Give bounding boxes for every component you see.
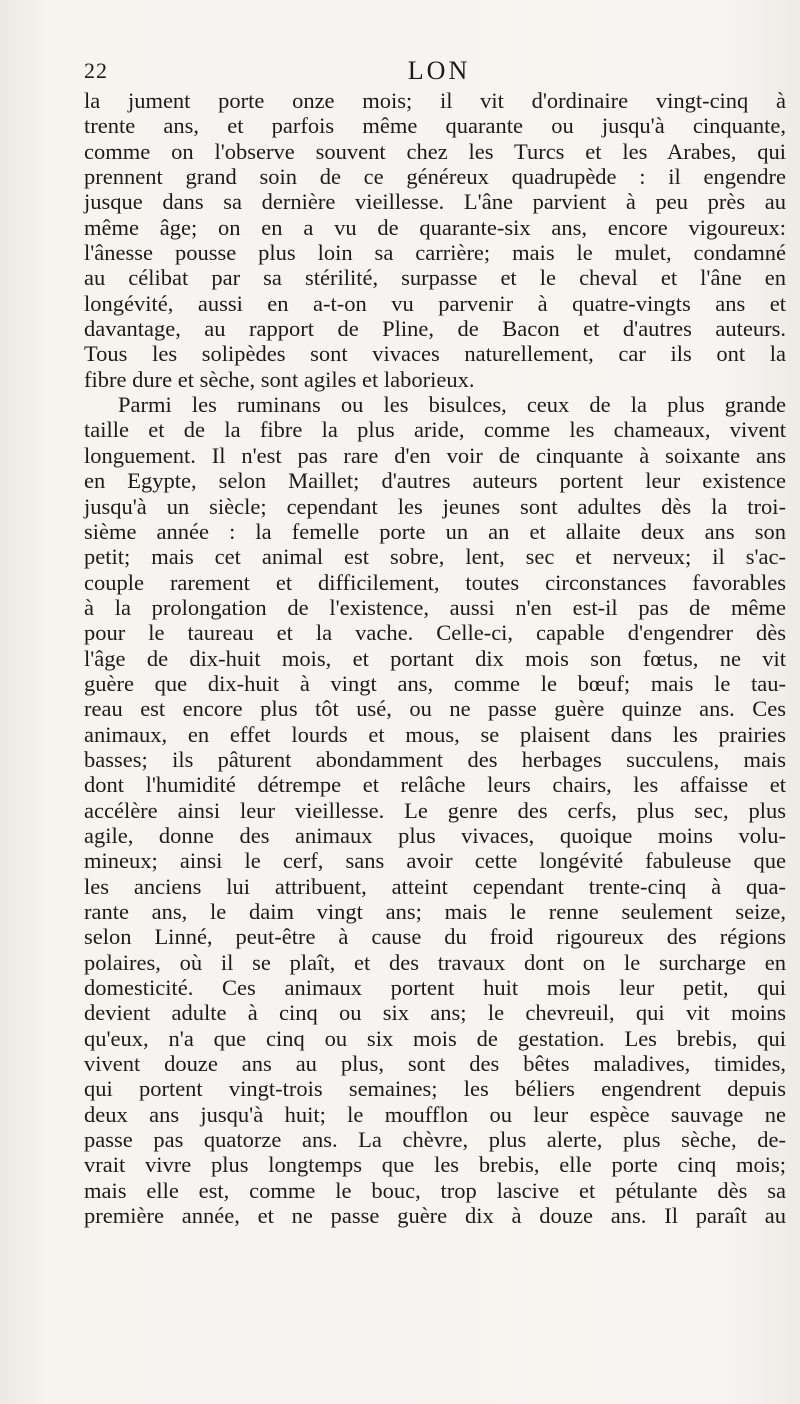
- text-line: fibre dure et sèche, sont agiles et laborieux.: [84, 366, 475, 392]
- text-line: deux ans jusqu'à huit; le moufflon ou leur espèce sauvage ne: [84, 1101, 786, 1127]
- text-line: longévité, aussi en a-t-on vu parvenir à quatre-vingts ans et: [84, 290, 786, 316]
- text-line: comme on l'observe souvent chez les Turcs et les Arabes, qui: [84, 138, 786, 164]
- text-line: Tous les solipèdes sont vivaces naturellement, car ils ont la: [84, 341, 786, 367]
- text-line: en Egypte, selon Maillet; d'autres auteurs portent leur existence: [84, 468, 786, 494]
- text-line: devient adulte à cinq ou six ans; le chevreuil, qui vit moins: [84, 1000, 786, 1026]
- text-line: au célibat par sa stérilité, surpasse et le cheval et l'âne en: [84, 265, 786, 291]
- text-line: animaux, en effet lourds et mous, se plaisent dans les prairies: [84, 721, 786, 747]
- page-header: [84, 56, 784, 88]
- text-line: trente ans, et parfois même quarante ou jusqu'à cinquante,: [84, 113, 786, 139]
- text-line: agile, donne des animaux plus vivaces, quoique moins volu-: [84, 822, 786, 848]
- text-line: vivent douze ans au plus, sont des bêtes maladives, timides,: [84, 1051, 786, 1077]
- text-line: première année, et ne passe guère dix à douze ans. Il paraît au: [84, 1203, 786, 1229]
- text-line: même âge; on en a vu de quarante-six ans, encore vigoureux:: [84, 214, 786, 240]
- text-line: basses; ils pâturent abondamment des herbages succulens, mais: [84, 746, 786, 772]
- text-line: prennent grand soin de ce généreux quadrupède : il engendre: [84, 164, 786, 190]
- text-line: l'ânesse pousse plus loin sa carrière; mais le mulet, condamné: [84, 240, 786, 266]
- text-line: taille et de la fibre la plus aride, comme les chameaux, vivent: [84, 417, 786, 443]
- text-line: la jument porte onze mois; il vit d'ordinaire vingt-cinq à: [84, 88, 786, 113]
- text-line: qui portent vingt-trois semaines; les béliers engendrent depuis: [84, 1076, 786, 1102]
- text-line: couple rarement et difficilement, toutes circonstances favorables: [84, 569, 786, 595]
- running-head: LON: [407, 56, 471, 85]
- text-line: petit; mais cet animal est sobre, lent, sec et nerveux; il s'ac-: [84, 544, 786, 570]
- body-text: [84, 88, 786, 1228]
- text-line: Parmi les ruminans ou les bisulces, ceux de la plus grande: [118, 392, 786, 418]
- text-line: reau est encore plus tôt usé, ou ne passe guère quinze ans. Ces: [84, 696, 786, 722]
- text-line: mineux; ainsi le cerf, sans avoir cette longévité fabuleuse que: [84, 848, 786, 874]
- text-line: mais elle est, comme le bouc, trop lascive et pétulante dès sa: [84, 1177, 786, 1203]
- text-line: les anciens lui attribuent, atteint cependant trente-cinq à qua-: [84, 873, 786, 899]
- text-line: pour le taureau et la vache. Celle-ci, capable d'engendrer dès: [84, 620, 786, 646]
- text-line: accélère ainsi leur vieillesse. Le genre des cerfs, plus sec, plus: [84, 797, 786, 823]
- text-line: polaires, où il se plaît, et des travaux dont on le surcharge en: [84, 949, 786, 975]
- text-line: qu'eux, n'a que cinq ou six mois de gestation. Les brebis, qui: [84, 1025, 786, 1051]
- text-line: dont l'humidité détrempe et relâche leurs chairs, les affaisse et: [84, 772, 786, 798]
- text-line: sième année : la femelle porte un an et allaite deux ans son: [84, 518, 786, 544]
- text-line: jusque dans sa dernière vieillesse. L'âne parvient à peu près au: [84, 189, 786, 215]
- text-line: passe pas quatorze ans. La chèvre, plus alerte, plus sèche, de-: [84, 1127, 786, 1153]
- bleed-through-shadow: [80, 1262, 780, 1382]
- text-line: jusqu'à un siècle; cependant les jeunes sont adultes dès la troi-: [84, 493, 786, 519]
- page-number: 22: [84, 58, 108, 83]
- text-line: selon Linné, peut-être à cause du froid rigoureux des régions: [84, 924, 786, 950]
- text-line: à la prolongation de l'existence, aussi n'en est-il pas de même: [84, 594, 786, 620]
- text-line: l'âge de dix-huit mois, et portant dix mois son fœtus, ne vit: [84, 645, 786, 671]
- text-line: vrait vivre plus longtemps que les brebis, elle porte cinq mois;: [84, 1152, 786, 1178]
- text-line: davantage, au rapport de Pline, de Bacon et d'autres auteurs.: [84, 316, 786, 342]
- text-line: longuement. Il n'est pas rare d'en voir de cinquante à soixante ans: [84, 442, 786, 468]
- text-line: rante ans, le daim vingt ans; mais le renne seulement seize,: [84, 899, 786, 924]
- text-line: guère que dix-huit à vingt ans, comme le bœuf; mais le tau-: [84, 670, 786, 696]
- text-line: domesticité. Ces animaux portent huit mois leur petit, qui: [84, 975, 786, 1001]
